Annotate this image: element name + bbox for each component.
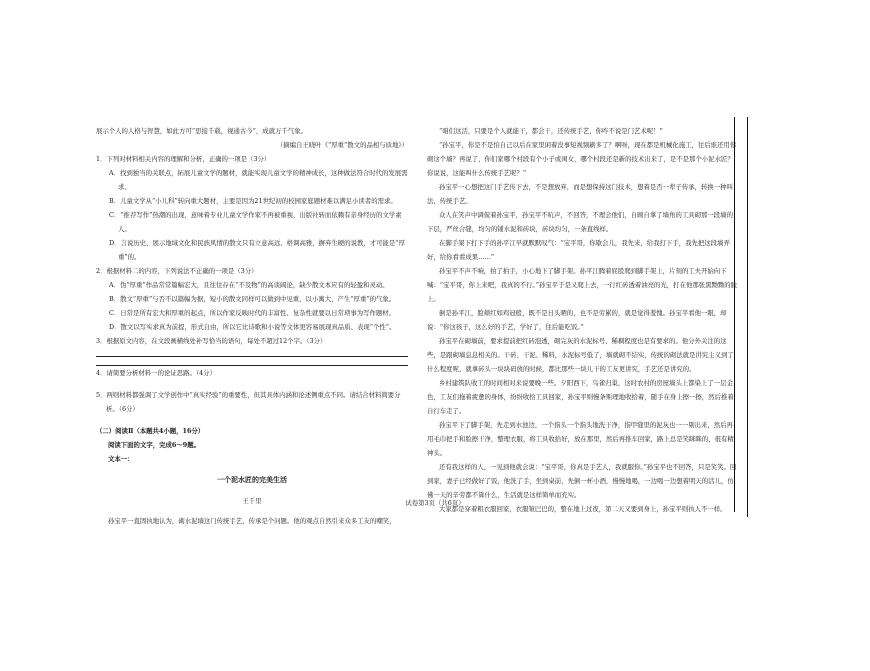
binding-margin-rule	[734, 117, 735, 512]
answer-line	[96, 359, 408, 366]
intro-line: 展示个人的人格与智慧，如此方可“思接千载，视通古今”，成就万千气象。	[96, 127, 308, 135]
story-paragraph: 在脚手架下打下手的孙平江早就默默叹气：“宝平哥，你歇会儿，我先来，给我打下手，我先把这段墙弄好，给你看看成果……”	[427, 239, 730, 261]
question-1-option-b: B．儿童文学从“小儿科”转向重大题材，主要是因为21世纪初的校园家庭题材难以满足小读者的需求。	[109, 197, 397, 205]
story-paragraph: 倒是孙平江，脸颊红如鸡冠般，既不是日头晒的，也不是劳累的，就是觉得羞愧。孙宝平看他一眼，却说：“你这孩子，这么好的手艺，学好了，往后能吃饭。”	[427, 309, 727, 331]
question-3: 3．根据原文内容，在文段画横线处补写恰当的语句，每处不超过12个字。（3分）	[96, 337, 327, 345]
story-paragraph: 孙宝平一心想把这门手艺传下去，不是想放弃，而是想保持这门技术，想着是否一辈子传承，转换一种叫法，传统手艺。	[427, 183, 733, 205]
left-column	[96, 124, 408, 526]
story-paragraph: 大家都是穿着粗衣服回家，衣服皱巴巴的，整在地上过夜，第二天又要到身上，孙宝平则执人不一样。	[439, 505, 727, 513]
question-1-stem: 1．下列对材料相关内容的理解和分析，正确的一项是（3分）	[96, 155, 271, 163]
question-1-option-c: C．“推荐写作”热潮的出现，意味着专业儿童文学作家不再被重视，出版社转而依赖有亲身经历的文学素人。	[109, 211, 402, 233]
story-paragraph: 众人在笑声中调侃着孙宝平，孙宝平不吭声，不回答，不理会他们，自顾自拿了墙角的工具砌那一段墙的下层，严丝合缝，均匀的铺水泥和砖块，砖块均匀，一条直线样。	[427, 211, 733, 233]
binding-margin-rule	[747, 117, 748, 517]
story-title: 一个泥水匠的完美生活	[217, 475, 287, 484]
question-4: 4．请简要分析材料一的论证思路。（4分）	[96, 369, 216, 377]
question-2-option-c: C．日常是所有宏大和厚重的起点，所以作家反映时代的丰富性、复杂性就要以日常琐事为写作题材。	[109, 309, 396, 317]
story-paragraph: 还有我这样的人，一见到他就会说：“宝平哥，你真是手艺人，我就服你。”孙宝平也不回答，只是笑笑。回到家，妻子已经做好了饭，他洗了手，坐到桌前，先倒一杯小酒，慢慢地喝，一边喝一边想着明天的活儿，仿佛一天的辛劳都不算什么，生活就是这样简单而充实。	[427, 463, 737, 499]
answer-space	[96, 380, 408, 388]
page-footer: 试卷第3页（共6页）	[405, 499, 465, 507]
section-instruction: 阅读下面的文字，完成6～9题。	[108, 441, 200, 449]
story-paragraph: “孙宝平，你是不是怕自己以后在家里闲着没事短视频刷多了？啊呀，现在都是机械化施工，往后谁还用你砌这个墙？再说了，你们家哪个村段有个小子或闺女，哪个村段还是新的技术出来了，是不是那个小泥水匠？你说说，这能叫什么传统手艺呢？”	[427, 141, 737, 177]
question-2-option-d: D．散文以写实求真为前提，形式自由，所以它比诗歌和小说等文体更容易展现真品质、表现“个性”。	[109, 323, 396, 331]
source-citation: （摘编自王晓叶《“厚重”散文的品相与质地》）	[276, 141, 408, 149]
story-paragraph: “咱们这活，只要是个人就能干，都会干，还传统手艺，你咋不说是门艺术呢！”	[439, 127, 663, 135]
question-5: 5．两则材料都强调了文学创作中“真实经验”的重要性，但其具体内涵和论述侧重点不同。请结合材料简要分析。（6分）	[96, 391, 401, 413]
question-2-stem: 2．根据材料二的内容，下列说法不正确的一项是（3分）	[96, 267, 258, 275]
question-2-option-b: B．散文“厚重”与否不以篇幅为据，短小的散文同样可以做到中见重，以小寓大，产生“厚重”的气象。	[109, 295, 396, 303]
question-1-option-d: D．言说历史、展示地域文化和民族风情的散文只有立意高远、格调高雅，摒弃生硬的说教，才可能是“厚重”的。	[109, 239, 405, 261]
story-paragraph: 乡村建筑队收工的时间相对来说要晚一些。夕阳西下，鸟雀归巢，这时农村的房屋墙头上都染上了一层金色，工友们拖着疲惫的身体，纷纷收拾工具回家，孙宝平则慢条斯理地收拾着，随手在身上擦一擦，然后推着自行车走了。	[427, 379, 734, 415]
story-paragraph: 孙宝平在砌墙前，要求提前把红砖泡透，砌完灰的水泥标号、稀稠程度也是有要求的。他分外关注的这些，是跟砌墙息息相关的。干砖、干泥、稀料，水泥标号低了，墙就砌不结实，传统的砌法就是讲究主义到了什么程度呢，就拿砖头一块块码放的时候，都比那些一块儿干的工友更讲究，手艺还是讲究的。	[427, 337, 734, 373]
answer-line	[96, 350, 408, 357]
answer-space	[96, 416, 408, 424]
story-author: 王千里	[242, 497, 262, 505]
question-2-option-a: A．伪“厚重”作品常常篇幅宏大，且往往存在“不及物”的高谈阔论，缺少散文本应有的轻盈和灵动。	[109, 281, 389, 289]
story-paragraph: 孙宝平一直固执地认为，砌水泥墙这门传统手艺，传承是个问题。他的观点自然引来众多工友的嘲笑，	[108, 517, 396, 526]
story-paragraph: 孙宝平下了脚手架，先走到水池边，一个指头一个指头地洗干净，指甲缝里的泥灰也一一剔出来，然后再用毛巾把手和脸擦干净，整理衣服，将工具收拾好，放在那里，然后再推车回家，路上总是笑眯眯的，很有精神头。	[427, 421, 734, 457]
text-label: 文本一：	[108, 455, 134, 463]
story-paragraph: 孙宝平不声不响，拍了拍手，小心地下了脚手架。孙平江腾着屁股爬到脚手架上，片刻的工夫开始向下喊：“宝平哥，你上来吧，我真的不行。”孙宝平于是又爬上去，一行红砖透着油亮的光，打在他那张黑黝黝的脸上。	[427, 267, 738, 303]
section-heading: （二）阅读Ⅱ（本题共4小题，16分）	[96, 427, 205, 435]
question-1-option-a: A．找到独当的关联点，拓展儿童文学的题材，就能实现儿童文学的精神成长，这种做法符合时代的发展需求。	[109, 169, 408, 191]
